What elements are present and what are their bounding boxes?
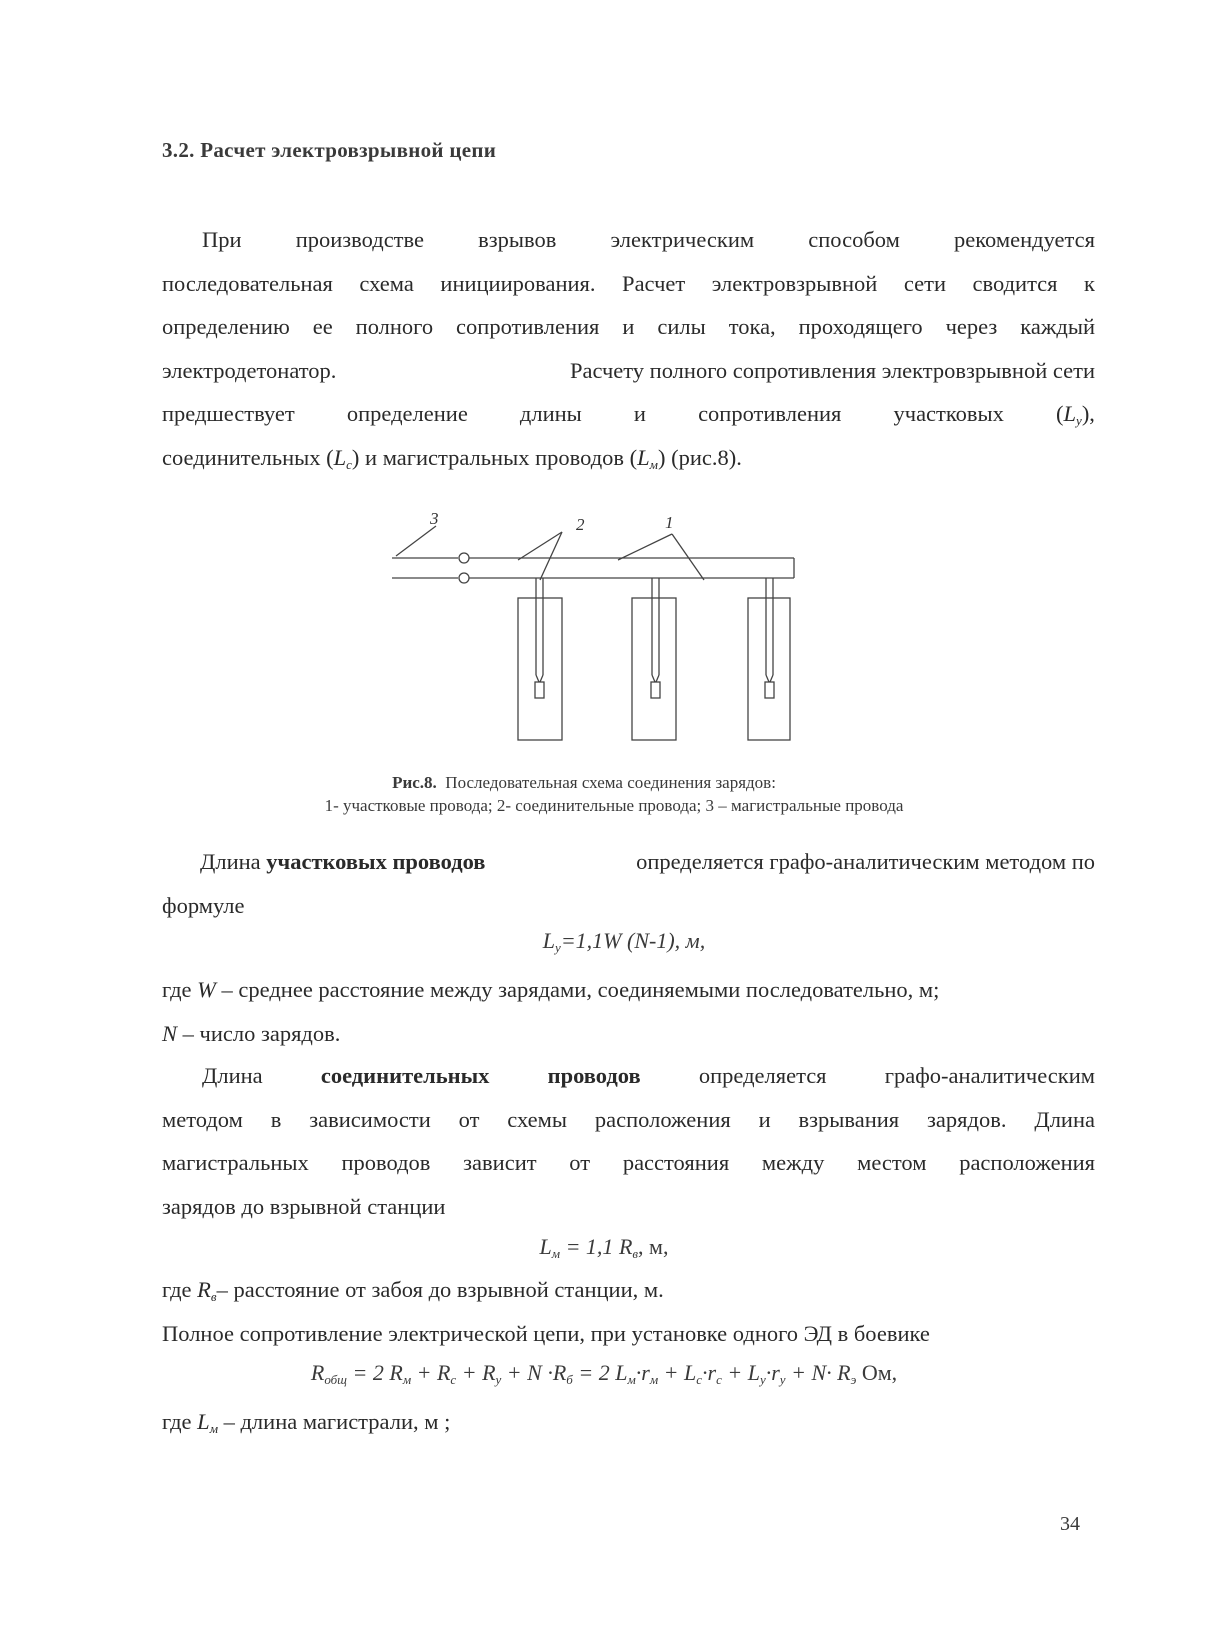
word: взрывов xyxy=(478,227,557,252)
word: электрическим xyxy=(610,227,755,252)
series-connection-diagram xyxy=(400,509,820,760)
word: сопротивления xyxy=(698,401,842,426)
bold-term: соединительных xyxy=(320,1063,490,1088)
text: определяется графо-аналитическим методом по xyxy=(636,849,1095,874)
formula-ly: $L_у=1,1W$ (N-1), м, xyxy=(542,928,706,955)
connecting-line-2: методом в зависимости от схемы расположения и взрывания зарядов. Длина xyxy=(162,1106,1095,1132)
page-number: 34 xyxy=(1060,1513,1080,1535)
caption-number: Рис.8. xyxy=(392,773,437,792)
where-clause-1: где W – среднее расстояние между зарядами, соединяемыми последовательно, м; N – число зарядов. xyxy=(162,977,940,1046)
word: определение xyxy=(346,401,468,426)
word: и xyxy=(633,401,646,426)
where-clause-2: где $R_в-$ расстояние от забоя до взрывной станции, м. Полное сопротивление электрической цепи, при установке одного ЭД в боевике xyxy=(162,1268,1095,1355)
text: электродетонатор. xyxy=(162,357,337,383)
section-heading: 3.2. Расчет электровзрывной цепи xyxy=(162,138,497,162)
intro-line-3: определению ее полного сопротивления и силы тока, проходящего через каждый xyxy=(162,314,1095,339)
figure-caption xyxy=(0,771,1168,817)
word: Длина xyxy=(202,1063,263,1088)
bold-term: участковых проводов xyxy=(266,849,486,874)
word: длины xyxy=(519,401,582,426)
intro-line-5 xyxy=(162,392,1095,436)
word: способом xyxy=(808,227,900,252)
intro-line-6: соединительных $(L_с)$ и магистральных проводов $(L_м)$ (рис.8). xyxy=(162,444,742,472)
text: соединительных ( xyxy=(162,444,334,470)
word: предшествует xyxy=(162,401,295,426)
bold-term: проводов xyxy=(547,1063,641,1088)
paragraph-intro xyxy=(162,218,1095,479)
text: ) и магистральных проводов ( xyxy=(351,444,638,470)
word: При xyxy=(202,227,242,252)
word: участковых xyxy=(893,401,1004,426)
connecting-line-3: магистральных проводов зависит от расстояния между местом расположения xyxy=(162,1150,1095,1175)
label-3: 3 xyxy=(430,509,439,528)
formula-lm: $L_м = 1,1$ $R_в$, м, xyxy=(539,1234,669,1261)
text: Длина xyxy=(200,849,267,874)
paragraph-segment-wires xyxy=(162,840,1095,927)
segment-line-1 xyxy=(162,840,1095,884)
word: рекомендуется xyxy=(954,227,1095,252)
text: Расчету полного сопротивления электровзрывной сети xyxy=(569,357,1095,383)
label-1: 1 xyxy=(665,513,674,532)
connecting-line-1 xyxy=(162,1054,1095,1098)
caption-legend: 1- участковые провода; 2- соединительные провода; 3 – магистральные провода xyxy=(324,796,904,815)
caption-title: Последовательная схема соединения зарядов: xyxy=(445,773,776,792)
text: ) (рис.8). xyxy=(657,444,742,470)
connecting-line-4: зарядов до взрывной станции xyxy=(162,1193,446,1219)
word: графо-аналитическим xyxy=(884,1063,1095,1088)
paragraph-connecting-wires xyxy=(162,1054,1095,1228)
where-clause-3: где $L_м$ – длина магистрали, м ; xyxy=(162,1409,451,1436)
formula-total-resistance: $R_{общ} = 2$ $R_м + R_с + R_у + N \cdot R_б = 2$ $L_м\cdot r_м + L_с\cdot r_с + L_у\cdot r_у + N\cdot R_э$ Ом, xyxy=(310,1360,898,1387)
symbol-Ly: $(L_у)$, xyxy=(1056,401,1095,428)
word: определяется xyxy=(698,1063,827,1088)
paragraph-total-resistance: Полное сопротивление электрической цепи, при установке одного ЭД в боевике xyxy=(162,1320,930,1346)
segment-line-2: формуле xyxy=(162,892,245,918)
label-2: 2 xyxy=(576,515,585,534)
intro-line-4 xyxy=(162,349,1095,393)
intro-line-2: последовательная схема инициирования. Расчет электровзрывной сети сводится к xyxy=(162,270,1095,296)
intro-line-1 xyxy=(162,218,1095,262)
word: производстве xyxy=(295,227,424,252)
